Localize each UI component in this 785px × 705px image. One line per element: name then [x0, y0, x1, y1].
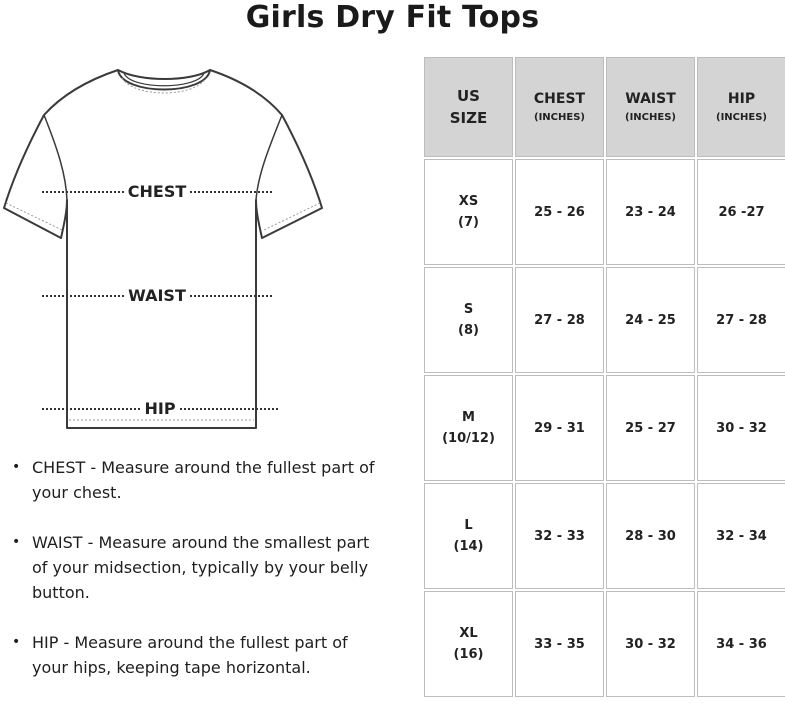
chest-cell: 25 - 26 [515, 159, 604, 265]
dotted-line [190, 295, 272, 297]
bullet-icon: • [12, 459, 21, 475]
waist-cell: 25 - 27 [606, 375, 695, 481]
size-chart-table [424, 57, 785, 697]
size-cell-xs: XS (7) [424, 159, 513, 265]
chest-measure-line [42, 182, 272, 201]
note-waist [12, 530, 382, 605]
note-text: CHEST - Measure around the fullest part of your chest. [32, 458, 375, 502]
waist-cell: 30 - 32 [606, 591, 695, 697]
chest-label: CHEST [124, 182, 191, 201]
size-cell-s: S (8) [424, 267, 513, 373]
dotted-line [190, 191, 272, 193]
note-chest [12, 455, 382, 505]
hip-cell: 26 -27 [697, 159, 785, 265]
note-hip [12, 630, 382, 680]
hip-measure-line [42, 399, 278, 418]
dotted-line [42, 408, 140, 410]
chest-cell: 27 - 28 [515, 267, 604, 373]
chest-cell: 33 - 35 [515, 591, 604, 697]
size-cell-m: M (10/12) [424, 375, 513, 481]
measurement-notes [12, 455, 382, 705]
note-text: WAIST - Measure around the smallest part of your midsection, typically by your belly button. [32, 533, 370, 602]
dotted-line [42, 295, 124, 297]
hip-cell: 34 - 36 [697, 591, 785, 697]
waist-cell: 24 - 25 [606, 267, 695, 373]
hip-cell: 32 - 34 [697, 483, 785, 589]
bullet-icon: • [12, 534, 21, 550]
size-cell-xl: XL (16) [424, 591, 513, 697]
page-title: Girls Dry Fit Tops [245, 0, 540, 35]
header-chest: CHEST (INCHES) [515, 57, 604, 157]
dotted-line [180, 408, 278, 410]
bullet-icon: • [12, 634, 21, 650]
waist-measure-line [42, 286, 272, 305]
chest-cell: 29 - 31 [515, 375, 604, 481]
hip-cell: 27 - 28 [697, 267, 785, 373]
note-text: HIP - Measure around the fullest part of your hips, keeping tape horizontal. [32, 633, 348, 677]
dotted-line [42, 191, 124, 193]
hip-label: HIP [140, 399, 179, 418]
size-cell-l: L (14) [424, 483, 513, 589]
chest-cell: 32 - 33 [515, 483, 604, 589]
header-hip: HIP (INCHES) [697, 57, 785, 157]
waist-cell: 28 - 30 [606, 483, 695, 589]
header-us-size: US SIZE [424, 57, 513, 157]
tshirt-diagram [0, 60, 330, 440]
header-waist: WAIST (INCHES) [606, 57, 695, 157]
waist-cell: 23 - 24 [606, 159, 695, 265]
hip-cell: 30 - 32 [697, 375, 785, 481]
waist-label: WAIST [124, 286, 190, 305]
tshirt-outline-icon [0, 60, 330, 440]
